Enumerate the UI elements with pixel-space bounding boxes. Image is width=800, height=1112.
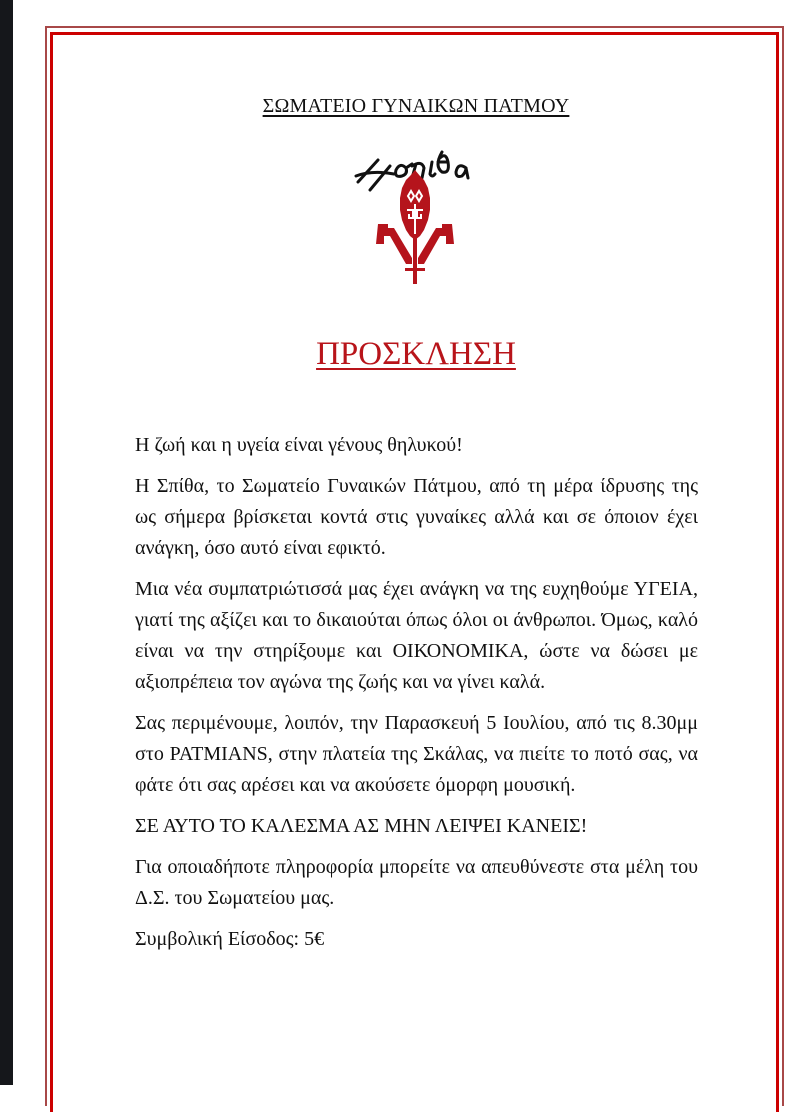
invitation-body	[135, 430, 698, 965]
paragraph-intro: Η ζωή και η υγεία είναι γένους θηλυκού!	[135, 434, 463, 456]
paragraph-event-details: Σας περιμένουμε, λοιπόν, την Παρασκευή 5 Ιουλίου, από τις 8.30μμ στο PATMIANS, στην πλατεία της Σκάλας, να πιείτε το ποτό σας, να φάτε ότι σας αρέσει και να ακούσετε όμορφη μουσική.	[135, 712, 698, 796]
viewer-edge-strip	[0, 0, 13, 1085]
paragraph-call: ΣΕ ΑΥΤΟ ΤΟ ΚΑΛΕΣΜΑ ΑΣ ΜΗΝ ΛΕΙΨΕΙ ΚΑΝΕΙΣ!	[135, 815, 588, 837]
paragraph-info: Για οποιαδήποτε πληροφορία μπορείτε να απευθύνεστε στα μέλη του Δ.Σ. του Σωματείου μας.	[135, 856, 698, 909]
spitha-logo-icon	[350, 140, 480, 290]
organization-title: ΣΩΜΑΤΕΙΟ ΓΥΝΑΙΚΩΝ ΠΑΤΜΟΥ	[262, 95, 570, 117]
paragraph-about: Η Σπίθα, το Σωματείο Γυναικών Πάτμου, από τη μέρα ίδρυσης της ως σήμερα βρίσκεται κοντά στις γυναίκες αλλά και σε όποιον έχει ανάγκη, όσο αυτό είναι εφικτό.	[135, 475, 698, 559]
invitation-title: ΠΡΟΣΚΛΗΣΗ	[316, 336, 516, 372]
paragraph-entry-fee: Συμβολική Είσοδος: 5€	[135, 928, 325, 950]
paragraph-cause: Μια νέα συμπατριώτισσά μας έχει ανάγκη να της ευχηθούμε ΥΓΕΙΑ, γιατί της αξίζει και το δικαιούται όπως όλοι οι άνθρωποι. Όμως, καλό είναι να την στηρίξουμε και ΟΙΚΟΝΟΜΙΚΑ, ώστε να δώσει με αξιοπρέπεια τον αγώνα της ζωής και να γίνει καλά.	[135, 578, 698, 693]
